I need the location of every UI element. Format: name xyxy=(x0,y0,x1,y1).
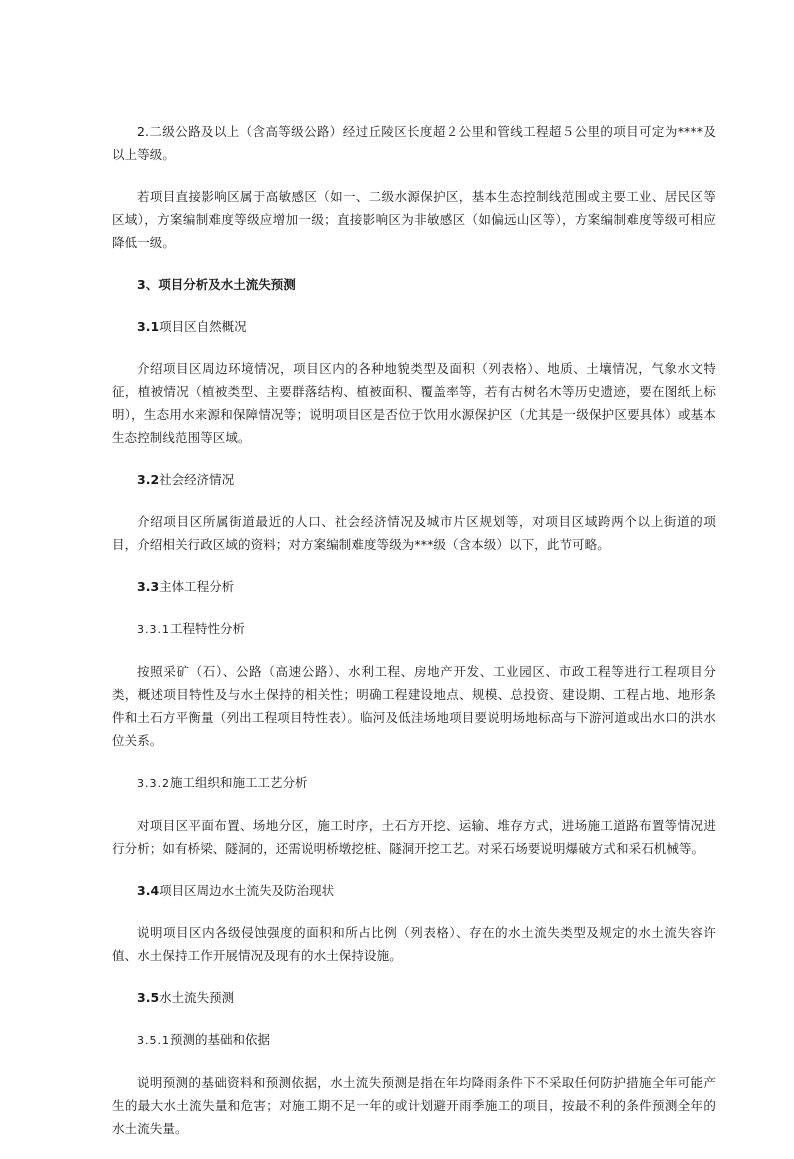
section-heading-3-4 xyxy=(112,879,716,902)
section-title: 项目区周边水土流失及防治现状 xyxy=(159,883,335,898)
section-title: 项目区自然概况 xyxy=(159,319,247,334)
section-title: 主体工程分析 xyxy=(159,579,235,594)
paragraph-highway-level: 2.二级公路及以上（含高等级公路）经过丘陵区长度超２公里和管线工程超５公里的项目可定为****及以上等级。 xyxy=(112,124,716,162)
paragraph-natural-overview: 介绍项目区周边环境情况，项目区内的各种地貌类型及面积（列表格）、地质、土壤情况，气象水文特征，植被情况（植被类型、主要群落结构、植被面积、覆盖率等，若有古树名木等历史遗迹，要在图纸上标明），生态用水来源和保障情况等；说明项目区是否位于饮用水源保护区（尤其是一级保护区要具体）或基本生态控制线范围等区域。 xyxy=(112,361,716,445)
section-number: 3.2 xyxy=(137,472,160,487)
paragraph-construction-organization: 对项目区平面布置、场地分区，施工时序，土石方开挖、运输、堆存方式，进场施工道路布置等情况进行分析；如有桥梁、隧洞的，还需说明桥墩挖桩、隧洞开挖工艺。对采石场要说明爆破方式和采石机械等。 xyxy=(112,818,716,856)
section-heading-3-3 xyxy=(112,575,716,598)
section-title: 水土流失预测 xyxy=(159,990,235,1005)
section-title: 工程特性分析 xyxy=(170,621,246,636)
section-number: 3.3 xyxy=(137,579,160,594)
section-title: 社会经济情况 xyxy=(159,472,235,487)
section-heading-3-5-1 xyxy=(112,1028,716,1052)
section-heading-3-3-1 xyxy=(112,617,716,641)
section-title: 施工组织和施工工艺分析 xyxy=(170,775,308,790)
section-heading-3-1 xyxy=(112,315,716,338)
section-number: 3.3.1 xyxy=(137,623,170,636)
section-number: 3.3.2 xyxy=(137,777,170,790)
paragraph-erosion-status: 说明项目区内各级侵蚀强度的面积和所占比例（列表格）、存在的水土流失类型及规定的水土流失容许值、水土保持工作开展情况及现有的水土保持设施。 xyxy=(112,925,716,963)
section-heading-3-3-2 xyxy=(112,771,716,795)
paragraph-engineering-characteristics: 按照采矿（石）、公路（高速公路）、水利工程、房地产开发、工业园区、市政工程等进行工程项目分类，概述项目特性及与水土保持的相关性；明确工程建设地点、规模、总投资、建设期、工程占地、地形条件和土石方平衡量（列出工程项目特性表）。临河及低洼场地项目要说明场地标高与下游河道或出水口的洪水位关系。 xyxy=(112,664,716,748)
paragraph-socio-economic: 介绍项目区所属街道最近的人口、社会经济情况及城市片区规划等，对项目区域跨两个以上街道的项目，介绍相关行政区域的资料；对方案编制难度等级为***级（含本级）以下，此节可略。 xyxy=(112,514,716,552)
paragraph-prediction-basis: 说明预测的基础资料和预测依据，水土流失预测是指在年均降雨条件下不采取任何防护措施全年可能产生的最大水土流失量和危害；对施工期不足一年的或计划避开雨季施工的项目，按最不利的条件预测全年的水土流失量。 xyxy=(112,1075,716,1136)
section-title: 预测的基础和依据 xyxy=(170,1032,271,1047)
section-number: 3.5.1 xyxy=(137,1034,170,1047)
section-heading-3: 3、项目分析及水土流失预测 xyxy=(137,277,296,292)
paragraph-sensitive-area: 若项目直接影响区属于高敏感区（如一、二级水源保护区，基本生态控制线范围或主要工业、居民区等区域），方案编制难度等级应增加一级；直接影响区为非敏感区（如偏远山区等），方案编制难度等级可相应降低一级。 xyxy=(112,189,716,250)
section-number: 3.4 xyxy=(137,883,160,898)
document-page xyxy=(112,120,716,1159)
section-heading-3-5 xyxy=(112,986,716,1009)
section-number: 3.5 xyxy=(137,990,160,1005)
section-heading-3-2 xyxy=(112,468,716,491)
section-number: 3.1 xyxy=(137,319,160,334)
